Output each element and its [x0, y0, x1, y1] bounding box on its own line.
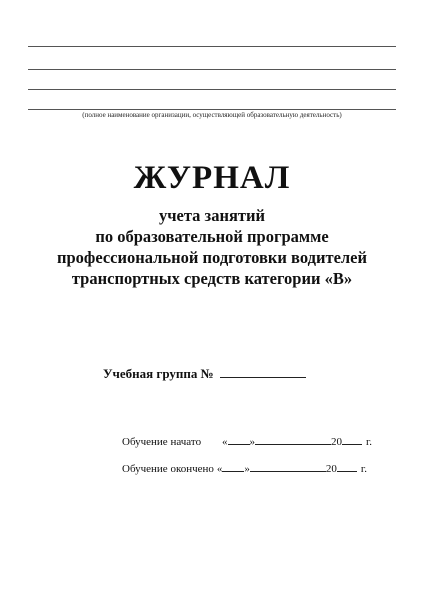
organization-caption: (полное наименование организации, осуществляющей образовательную деятельность) — [82, 111, 342, 119]
training-start-year-blank — [342, 433, 362, 445]
training-end-label: Обучение окончено — [122, 463, 214, 475]
study-group-number-blank — [220, 365, 306, 378]
training-end-month-blank — [250, 460, 326, 472]
training-end-year-blank — [337, 460, 357, 472]
organization-name-line-2 — [28, 69, 396, 70]
subtitle-line-3: профессиональной подготовки водителей — [56, 248, 367, 267]
training-end-close-quote: » — [244, 463, 250, 475]
training-start-row — [122, 433, 372, 449]
organization-name-line-3 — [28, 89, 396, 90]
organization-name-line-1 — [28, 46, 396, 47]
training-end-row — [122, 460, 367, 476]
study-group-label: Учебная группа № — [103, 366, 214, 381]
journal-title: ЖУРНАЛ — [133, 160, 291, 196]
study-group-field — [103, 365, 306, 383]
training-start-month-blank — [255, 433, 331, 445]
training-end-open-quote: « — [216, 463, 223, 475]
training-end-year-suffix: г. — [360, 463, 367, 475]
subtitle-line-4: транспортных средств категории «В» — [71, 269, 353, 288]
subtitle-line-1: учета занятий — [159, 206, 265, 225]
training-end-year-prefix: 20 — [325, 463, 337, 475]
training-start-day-blank — [228, 433, 250, 445]
training-start-year-suffix: г. — [366, 436, 373, 448]
training-start-close-quote: » — [249, 436, 255, 448]
training-start-label: Обучение начато — [122, 436, 202, 448]
training-start-open-quote: « — [222, 436, 228, 448]
organization-name-line-4 — [28, 109, 396, 110]
subtitle-line-2: по образовательной программе — [95, 227, 329, 246]
training-end-day-blank — [222, 460, 244, 472]
training-start-year-prefix: 20 — [331, 436, 342, 448]
